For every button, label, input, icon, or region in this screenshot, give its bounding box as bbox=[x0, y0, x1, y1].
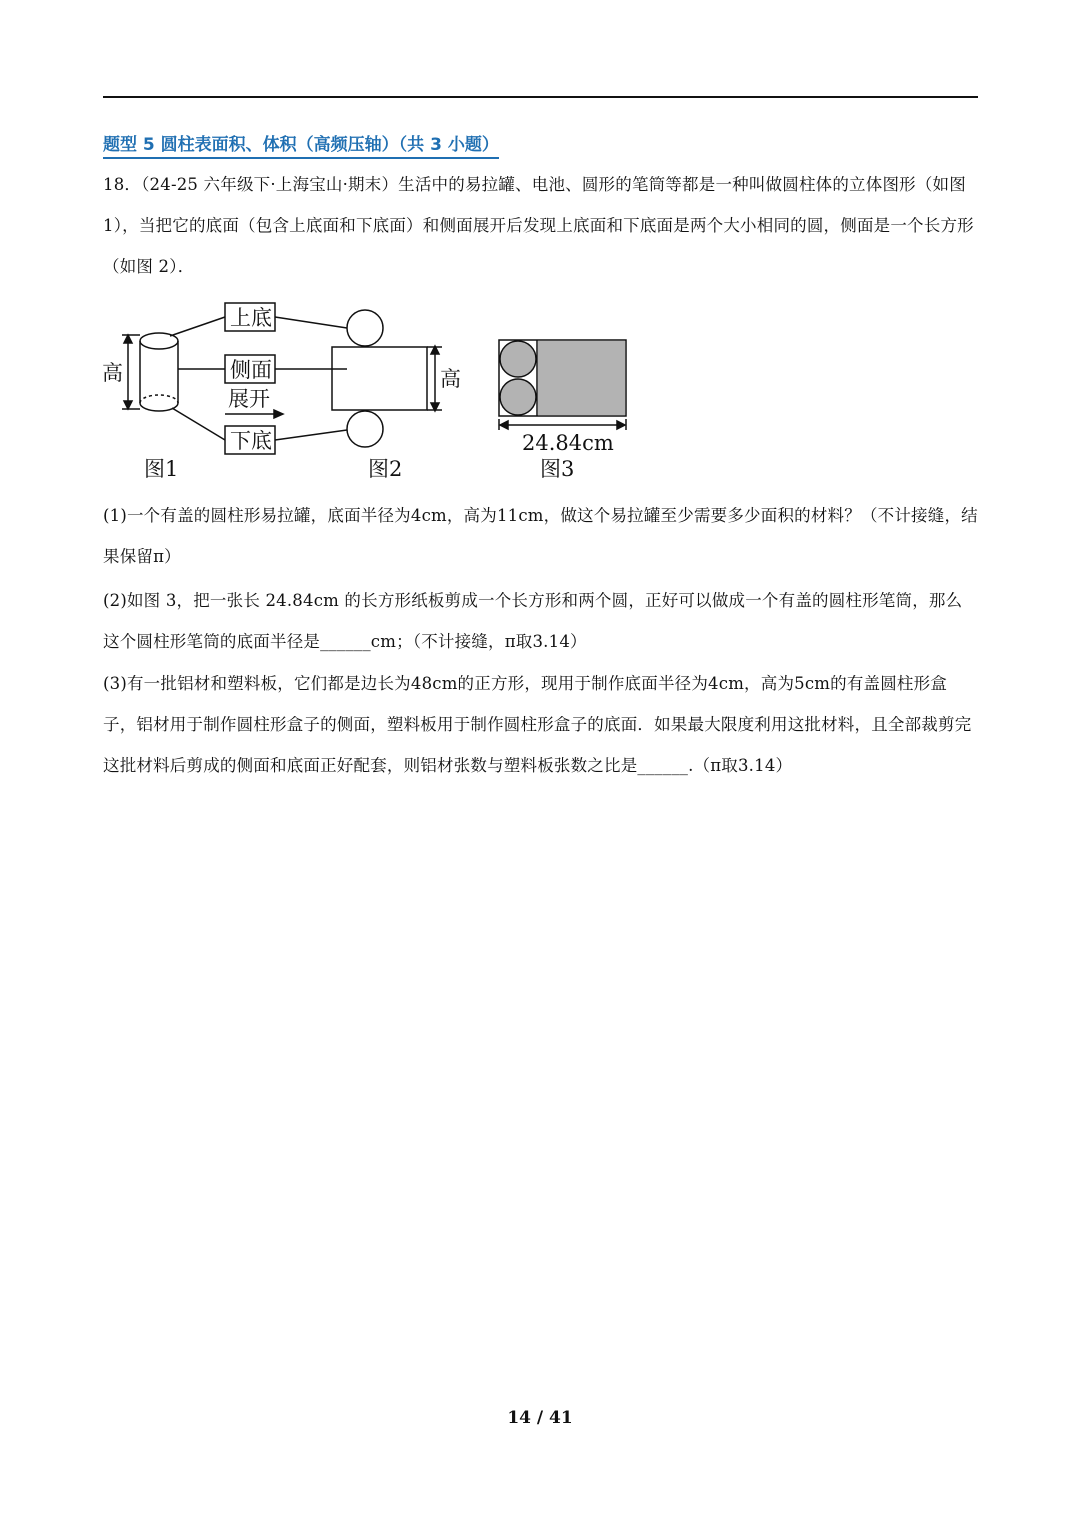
figure-2-net bbox=[332, 310, 442, 447]
question-part2: (2)如图 3，把一张长 24.84cm 的长方形纸板剪成一个长方形和两个圆，正好可以做成一个有盖的圆柱形笔筒，那么这个圆柱形笔筒的底面半径是______cm；（不计接缝，π取3.14） bbox=[103, 591, 963, 651]
label-side: 侧面 bbox=[230, 358, 272, 382]
section-title: 题型 5 圆柱表面积、体积（高频压轴）（共 3 小题） bbox=[103, 130, 499, 159]
caption-fig2: 图2 bbox=[368, 457, 403, 481]
label-unfold: 展开 bbox=[228, 387, 270, 411]
page-number: 14 / 41 bbox=[507, 1408, 573, 1428]
label-length: 24.84cm bbox=[522, 431, 614, 455]
label-height-fig1: 高 bbox=[102, 361, 123, 385]
question-intro: 18．（24-25 六年级下·上海宝山·期末）生活中的易拉罐、电池、圆形的笔筒等都是一种叫做圆柱体的立体图形（如图 1），当把它的底面（包含上底面和下底面）和侧面展开后发现上底面和下底面是两个大小相同的圆，侧面是一个长方形（如图 2）． bbox=[103, 175, 974, 276]
question-part3: (3)有一批铝材和塑料板，它们都是边长为48cm的正方形，现用于制作底面半径为4cm，高为5cm的有盖圆柱形盒子，铝材用于制作圆柱形盒子的侧面，塑料板用于制作圆柱形盒子的底面．如果最大限度利用这批材料，且全部裁剪完这批材料后剪成的侧面和底面正好配套，则铝材张数与塑料板张数之比是______.（π取3.14） bbox=[103, 674, 972, 775]
caption-fig3: 图3 bbox=[540, 457, 575, 481]
figure-1-cylinder bbox=[122, 333, 178, 411]
label-height-fig2: 高 bbox=[440, 367, 461, 391]
figure-3-sheet bbox=[499, 340, 626, 430]
header-rule bbox=[103, 96, 978, 98]
caption-fig1: 图1 bbox=[144, 457, 179, 481]
question-part1: (1)一个有盖的圆柱形易拉罐，底面半径为4cm，高为11cm，做这个易拉罐至少需要多少面积的材料？（不计接缝，结果保留π） bbox=[103, 506, 978, 566]
cylinder-figure bbox=[100, 298, 640, 488]
label-top: 上底 bbox=[230, 306, 272, 330]
label-bottom: 下底 bbox=[230, 429, 272, 453]
